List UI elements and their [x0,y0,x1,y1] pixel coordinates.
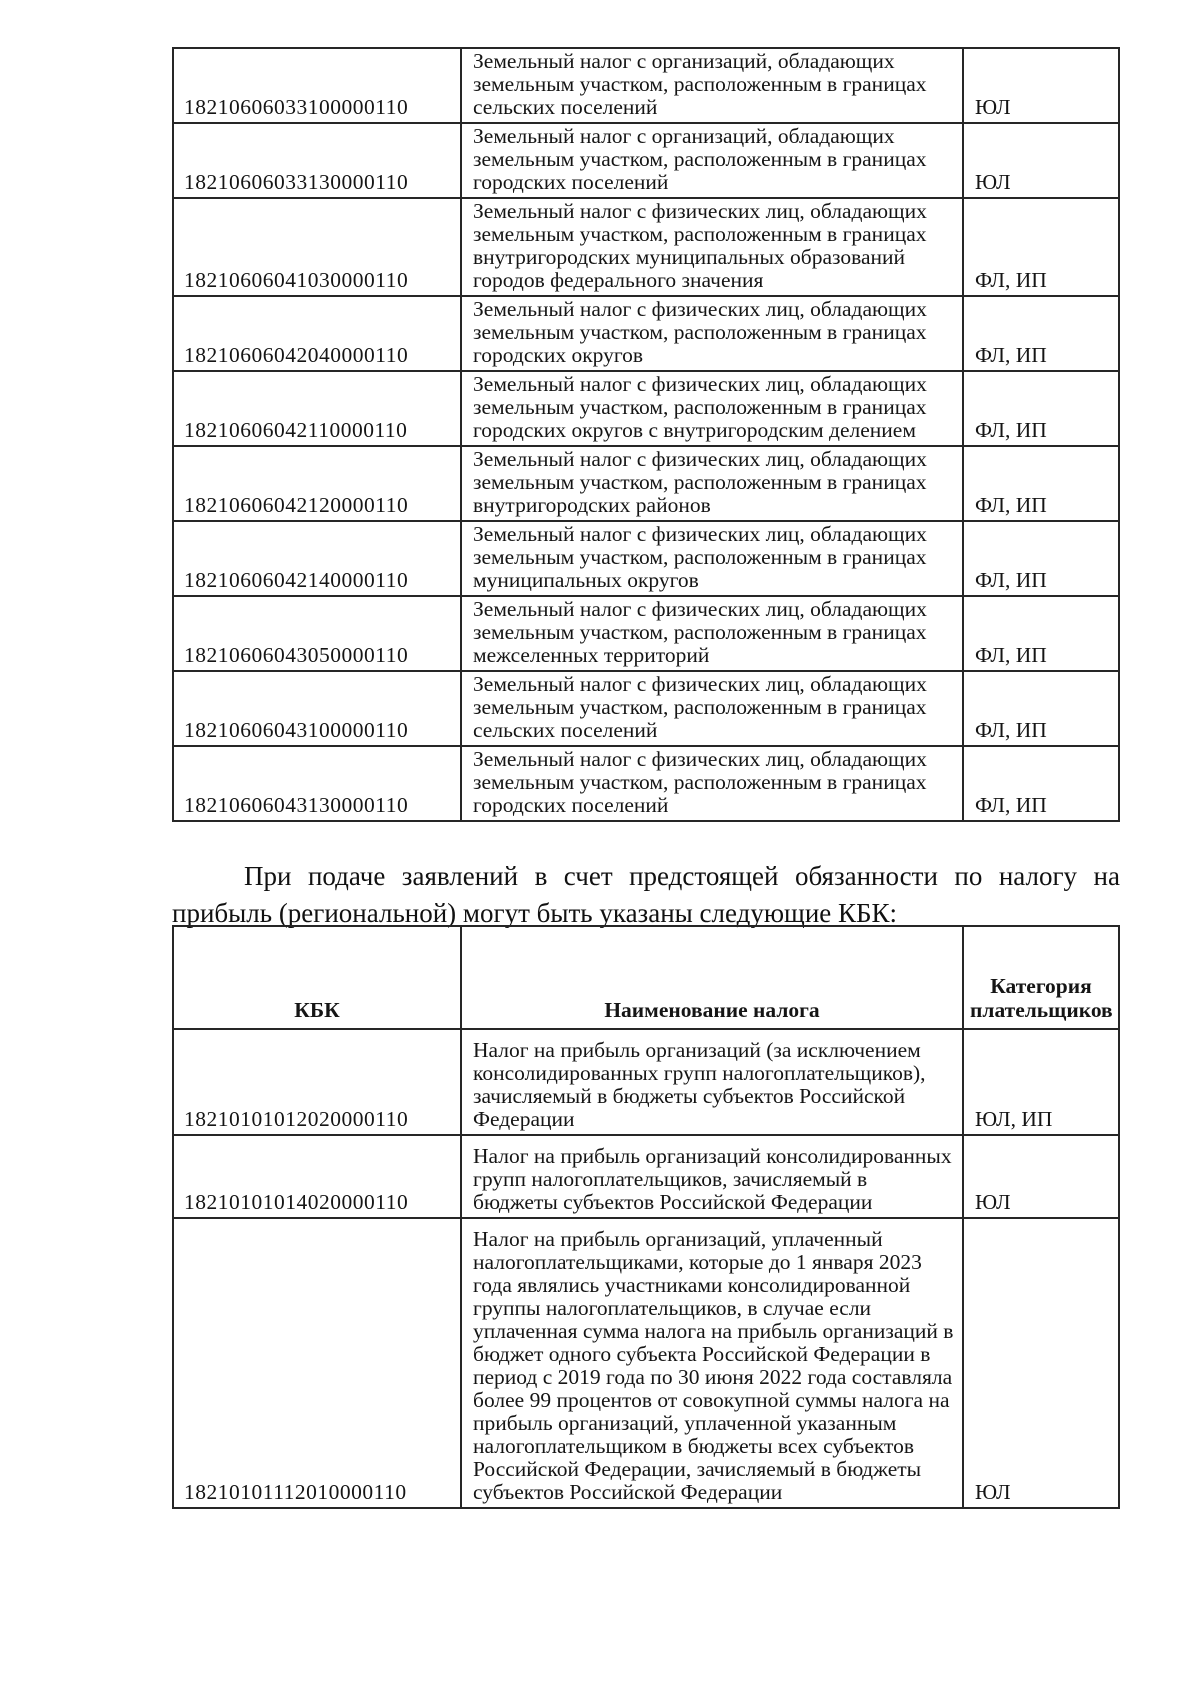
tax-name-cell: Земельный налог с физических лиц, обладающих земельным участком, расположенным в границах внутригородских районов [461,446,963,521]
tax-name-cell: Земельный налог с физических лиц, обладающих земельным участком, расположенным в границах сельских поселений [461,671,963,746]
tax-name-cell: Земельный налог с физических лиц, обладающих земельным участком, расположенным в границах городских округов [461,296,963,371]
table-row [173,371,1119,446]
tax-name-cell: Земельный налог с организаций, обладающих земельным участком, расположенным в границах сельских поселений [461,48,963,123]
kbk-cell: 18210606033100000110 [173,48,461,123]
payer-category-cell: ФЛ, ИП [963,671,1119,746]
payer-category-cell: ЮЛ [963,48,1119,123]
kbk-land-tax-table [172,47,1120,822]
table-row [173,671,1119,746]
payer-category-cell: ЮЛ [963,1218,1119,1508]
table-row [173,1218,1119,1508]
tax-name-cell: Земельный налог с физических лиц, обладающих земельным участком, расположенным в границах внутригородских муниципальных образований городов федерального значения [461,198,963,296]
kbk-cell: 18210606042110000110 [173,371,461,446]
kbk-cell: 18210606042040000110 [173,296,461,371]
table-row [173,123,1119,198]
table-row [173,296,1119,371]
kbk-cell: 18210606043130000110 [173,746,461,821]
payer-category-cell: ФЛ, ИП [963,371,1119,446]
payer-category-cell: ФЛ, ИП [963,296,1119,371]
table-row [173,48,1119,123]
tax-name-cell: Земельный налог с физических лиц, обладающих земельным участком, расположенным в границах межселенных территорий [461,596,963,671]
payer-category-cell: ФЛ, ИП [963,596,1119,671]
payer-category-cell: ФЛ, ИП [963,198,1119,296]
kbk-cell: 18210606043100000110 [173,671,461,746]
payer-category-cell: ЮЛ, ИП [963,1029,1119,1135]
kbk-cell: 18210606043050000110 [173,596,461,671]
tax-name-cell: Налог на прибыль организаций (за исключением консолидированных групп налогоплательщиков), зачисляемый в бюджеты субъектов Российской Федерации [461,1029,963,1135]
kbk-cell: 18210101012020000110 [173,1029,461,1135]
table-row [173,1135,1119,1218]
table-header-row [173,926,1119,1029]
table-row [173,596,1119,671]
kbk-cell: 18210101112010000110 [173,1218,461,1508]
tax-name-cell: Земельный налог с физических лиц, обладающих земельным участком, расположенным в границах муниципальных округов [461,521,963,596]
kbk-profit-tax-table [172,925,1120,1509]
tax-name-cell: Земельный налог с физических лиц, обладающих земельным участком, расположенным в границах городских округов с внутригородским делением [461,371,963,446]
table-row [173,198,1119,296]
table-row [173,446,1119,521]
tax-name-cell: Налог на прибыль организаций консолидированных групп налогоплательщиков, зачисляемый в бюджеты субъектов Российской Федерации [461,1135,963,1218]
tax-name-cell: Земельный налог с физических лиц, обладающих земельным участком, расположенным в границах городских поселений [461,746,963,821]
kbk-cell: 18210606042140000110 [173,521,461,596]
kbk-cell: 18210101014020000110 [173,1135,461,1218]
tax-name-cell: Налог на прибыль организаций, уплаченный налогоплательщиками, которые до 1 января 2023 года являлись участниками консолидированной группы налогоплательщиков, в случае если уплаченная сумма налога на прибыль организаций в бюджет одного субъекта Российской Федерации в период с 2019 года по 30 июня 2022 года составляла более 99 процентов от совокупной суммы налога на прибыль организаций, уплаченной указанным налогоплательщиком в бюджеты всех субъектов Российской Федерации, зачисляемый в бюджеты субъектов Российской Федерации [461,1218,963,1508]
payer-category-column-header: Категория плательщиков [963,926,1119,1029]
payer-category-cell: ФЛ, ИП [963,446,1119,521]
payer-category-cell: ФЛ, ИП [963,521,1119,596]
kbk-cell: 18210606042120000110 [173,446,461,521]
tax-name-cell: Земельный налог с организаций, обладающих земельным участком, расположенным в границах городских поселений [461,123,963,198]
table-row [173,746,1119,821]
table-row [173,521,1119,596]
intro-paragraph: При подаче заявлений в счет предстоящей обязанности по налогу на прибыль (региональной) могут быть указаны следующие КБК: [172,861,1120,928]
payer-category-cell: ФЛ, ИП [963,746,1119,821]
kbk-column-header: КБК [173,926,461,1029]
table-row [173,1029,1119,1135]
payer-category-cell: ЮЛ [963,123,1119,198]
tax-name-column-header: Наименование налога [461,926,963,1029]
kbk-cell: 18210606033130000110 [173,123,461,198]
kbk-cell: 18210606041030000110 [173,198,461,296]
payer-category-cell: ЮЛ [963,1135,1119,1218]
